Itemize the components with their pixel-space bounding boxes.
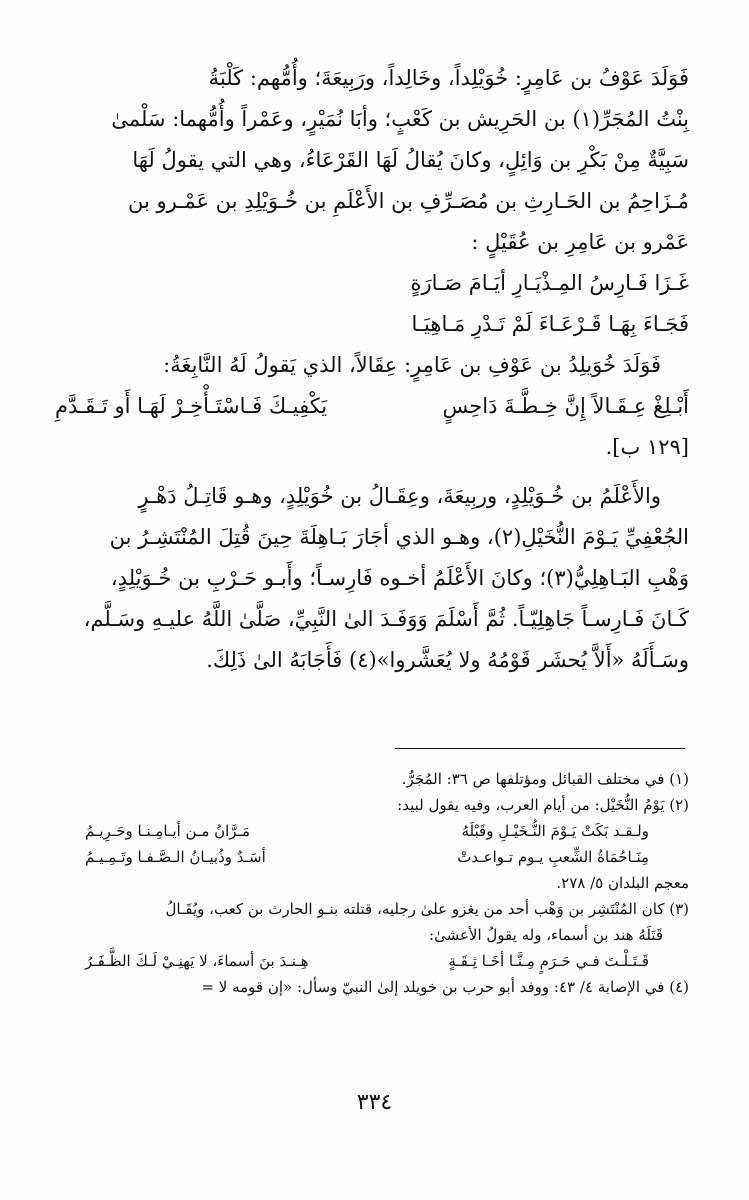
verse2-hemistich-right: أَبْـلِغْ عِـقَـالاً إِنَّ خِـطَّـةَ دَاحِسٍ — [442, 394, 689, 418]
para1-line4: مُـزَاحِمُ بن الحَـارِثِ بن مُصَـرِّفِ بن الأَعْلَمِ بن خُـوَيْلِدِ بن عَمْـرو بن — [127, 189, 689, 213]
footnote-3-line1: (٣) كان المُنْتَشِر بن وَهْب أحد من يغزو علىٰ رجليه، قتلته بنـو الحارث بن كعب، ويُقَـالُ — [165, 900, 689, 918]
para1-line2: بِنْتُ المُجَرِّ(١) بن الحَرِيش بن كَعْبٍ؛ وأبَا نُمَيْرٍ، وعَمْراً وأُمُّهما: سَلْمىٰ — [111, 107, 689, 131]
footnote-1: (١) في مختلف القبائل ومؤتلفها ص ٣٦: المُجَرُّ. — [401, 770, 689, 788]
page-number: ٣٣٤ — [356, 1090, 393, 1115]
footnote-3-line2: قَتَلَهُ هند بن أسماء، وله يقولُ الأعشىٰ: — [429, 926, 663, 944]
verse1-line1: غَـزَا فَـارِسُ المِـذْيَـارِ أيَـامَ صَـارَةٍ — [410, 271, 689, 295]
verse1-line2: فَجَـاءَ بِهَـا قَـرْعَـاءَ لَمْ تَـدْرِ مَـاهِيَـا — [411, 312, 689, 336]
fn3-verse-right: قَـتَـلْـتَ فـي حَـرَمٍ مِـنَّـا أخَـا ثِـقَـةٍ — [448, 952, 649, 970]
footnotes — [55, 766, 689, 1000]
para1-line5: عَمْرو بن عَامِرِ بن عُقَيْلٍ : — [471, 230, 689, 254]
footnote-separator — [395, 748, 685, 749]
para2: فَوَلَدَ خُوَيلِدُ بن عَوْفِ بن عَامِرٍ: عِقَالاً، الذي يَقولُ لَهُ النَّابِغَةُ: — [163, 353, 661, 377]
para1-line1: فَوَلَدَ عَوْفُ بن عَامِرٍ: خُوَيْلِداً، وخَالِداً، ورَبِيعَةَ؛ وأُمُّهم: كَلْبَةُ — [208, 66, 689, 90]
fn3-verse-left: هِـنـدَ بنَ أسماءَ، لا يَهنِـيْ لَـكَ الظَّـفَـرُ — [85, 952, 309, 970]
fn2-verse2-left: أسَـدٌ وذُبيـانُ الـصَّـفـا وتَـمِـيـمُ — [85, 848, 266, 866]
fn2-verse1-left: مَـرَّانُ مـن أيـامِـنـا وحَـرِيـمُ — [85, 822, 251, 840]
para3-line2: الجُعْفِيِّ يَـوْمَ النُّخَيْلِ(٢)، وهـو الذي أجَارَ بَـاهِلَةَ حِينَ قُتِلَ المُنْتَشِـرُ بن — [109, 525, 689, 549]
para1-line3: سَبِيَّةٌ مِنْ بَكْرِ بن وَائِلٍ، وكانَ يُقالُ لَهَا القَرْعَاءُ، وهي التي يقولُ لَهَا — [132, 148, 689, 172]
fn2-verse1-right: ولـقـد بَكَتْ يَـوْمَ النُّـخَيْـلِ وقَبْلَهُ — [461, 822, 649, 840]
para3-line1: والأَعْلَمُ بن خُـوَيْلِدٍ، وربِيعَةَ، وعِقَـالُ بن خُوَيْلِدٍ، وهـو قَاتِـلُ دَهْـرٍ — [138, 484, 661, 508]
fn2-verse2-right: مِنَـاحُمَاةُ الشِّعبِ يـوم تـواعـدتْ — [457, 848, 649, 866]
para3-line5: وسَـأَلَهُ «أَلاَّ يُحشَر قَوْمُهُ ولا يُعَشَّروا»(٤) فَأَجَابَهُ الىٰ ذَلِكَ. — [206, 648, 689, 672]
main-text — [55, 58, 689, 681]
folio-reference: [١٢٩ ب]. — [605, 435, 689, 459]
verse2-hemistich-left: يَكْفِيـكَ فَـاسْتَـأْخِـرْ لَهَـا أَو تَـقَـدَّمِ — [55, 394, 328, 418]
footnote-3-verse — [55, 948, 689, 974]
para3-line4: كَـانَ فَـارِسـاً جَاهِلِيّـاً. ثُمَّ أَسْلَمَ وَوَفَـدَ الىٰ النَّبِيِّ، صَلَّىٰ اللَّهُ عليـهِ وسَـلَّم، — [83, 607, 689, 631]
footnote-4: (٤) في الإصابة ٤/ ٤٣: ووفد أبو حرب بن خويلد إلىٰ النبيّ وسأل: «إن قومه لا = — [201, 978, 689, 996]
footnote-2-verse1 — [55, 818, 689, 844]
footnote-2-source: معجم البلدان ٥/ ٢٧٨. — [556, 874, 689, 892]
footnote-2-verse2 — [55, 844, 689, 870]
para3-line3: وَهْبِ البَـاهِلِيُّ(٣)؛ وكانَ الأَعْلَمُ أخـوه فَارِسـاً؛ وأَبـو حَـرْبِ بن خُـوَيْلِدٍ، — [110, 566, 689, 590]
footnote-2: (٢) يَوْمُ النُّخَيْل: من أيام العرب، وفيه يقول لبيد: — [397, 796, 689, 814]
verse2 — [55, 386, 689, 427]
